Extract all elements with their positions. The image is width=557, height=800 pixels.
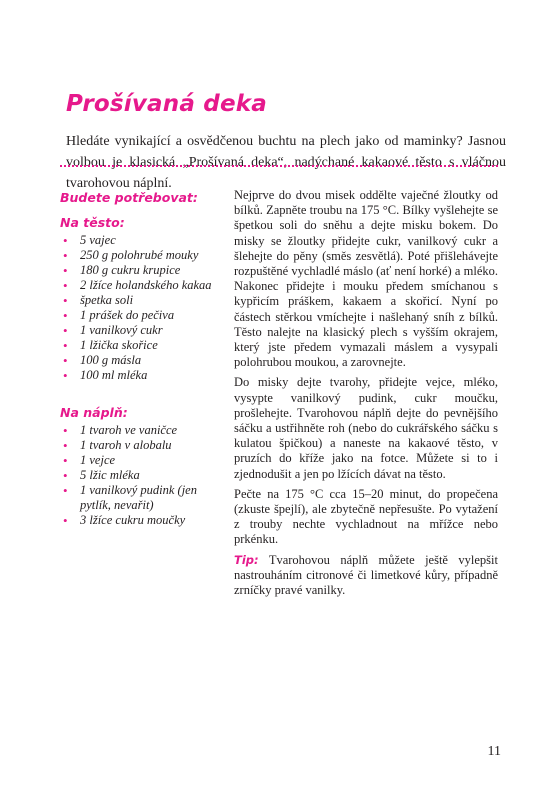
instruction-paragraph: Do misky dejte tvarohy, přidejte vejce, mléko, vysypte vanilkový pudink, cukr moučku, prošlehejte. Tvarohovou náplň dejte do pevnějšího sáčku a ustřihněte roh (nebo do cukrářského sáčku s kulatou špičkou) a naneste na kakaové těsto, v pruzích do kříže jako na fotce. Můžete si to i zjednodušit a jen po lžících dávat na těsto. — [234, 375, 498, 481]
ingredient-item: • 1 vanilkový cukr — [60, 323, 228, 338]
ingredient-item: • 5 lžic mléka — [60, 468, 228, 483]
filling-heading: Na náplň: — [60, 405, 128, 420]
ingredient-item: • 5 vajec — [60, 233, 228, 248]
page-number: 11 — [487, 744, 501, 759]
ingredient-item: • 1 lžička skořice — [60, 338, 228, 353]
instruction-paragraph: Nejprve do dvou misek oddělte vaječné žloutky od bílků. Zapněte troubu na 175 °C. Bílky vyšlehejte se špetkou soli do sněhu a dejte misku bokem. Do misky se žloutky přidejte cukr, vanilkový cukr a šlehejte do pěny (směs zesvětlá). Poté přišlehávejte rozpuštěné vychladlé máslo (ať není horké) a mléko. Nakonec přidejte i mouku předem smíchanou s kypřicím práškem, kakaem a skořicí. Nyní po částech stěrkou vmíchejte i našlehaný sníh z bílků. Těsto nalejte na klasický plech s vyšším okrajem, který jste předem vymazali máslem a vysypali polohrubou moukou, a zarovnejte. — [234, 188, 498, 370]
ingredient-item: • 100 ml mléka — [60, 368, 228, 383]
ingredient-item: • 100 g másla — [60, 353, 228, 368]
recipe-intro: Hledáte vynikající a osvědčenou buchtu na plech jako od maminky? Jasnou volbou je klasická „Prošívaná deka“, nadýchané kakaové těsto s vláčnou tvarohovou náplní. — [66, 134, 506, 191]
dough-heading: Na těsto: — [60, 215, 125, 230]
ingredient-item: • 1 tvaroh v alobalu — [60, 438, 228, 453]
tip-label: Tip: — [234, 552, 259, 567]
ingredients-heading: Budete potřebovat: — [60, 190, 198, 205]
tip-paragraph — [234, 553, 498, 599]
instruction-paragraph: Pečte na 175 °C cca 15–20 minut, do propečena (zkuste špejlí), ale zbytečně nepřesušte. Po vytažení z trouby nechte vychladnout na mřížce nebo prkénku. — [234, 486, 498, 547]
ingredient-item: • 2 lžíce holandského kakaa — [60, 278, 228, 293]
ingredient-item: • 1 prášek do pečiva — [60, 308, 228, 323]
ingredient-item: • 180 g cukru krupice — [60, 263, 228, 278]
recipe-title: Prošívaná deka — [66, 91, 267, 118]
ingredient-item: • špetka soli — [60, 293, 228, 308]
ingredient-item: • 250 g polohrubé mouky — [60, 248, 228, 263]
tip-text: Tvarohovou náplň můžete ještě vylepšit nastrouháním citronové či limetkové kůry, případně zrníčky pravé vanilky. — [234, 552, 498, 598]
dough-ingredient-list — [60, 233, 228, 383]
ingredient-item: • 1 tvaroh ve vaničce — [60, 423, 228, 438]
dotted-divider — [60, 165, 498, 167]
ingredient-item: • 3 lžíce cukru moučky — [60, 513, 228, 528]
ingredients-column — [60, 190, 228, 528]
ingredient-item: • 1 vejce — [60, 453, 228, 468]
instructions-column — [234, 188, 498, 603]
ingredient-item: • 1 vanilkový pudink (jen pytlík, nevařit) — [60, 483, 228, 513]
filling-ingredient-list — [60, 423, 228, 528]
